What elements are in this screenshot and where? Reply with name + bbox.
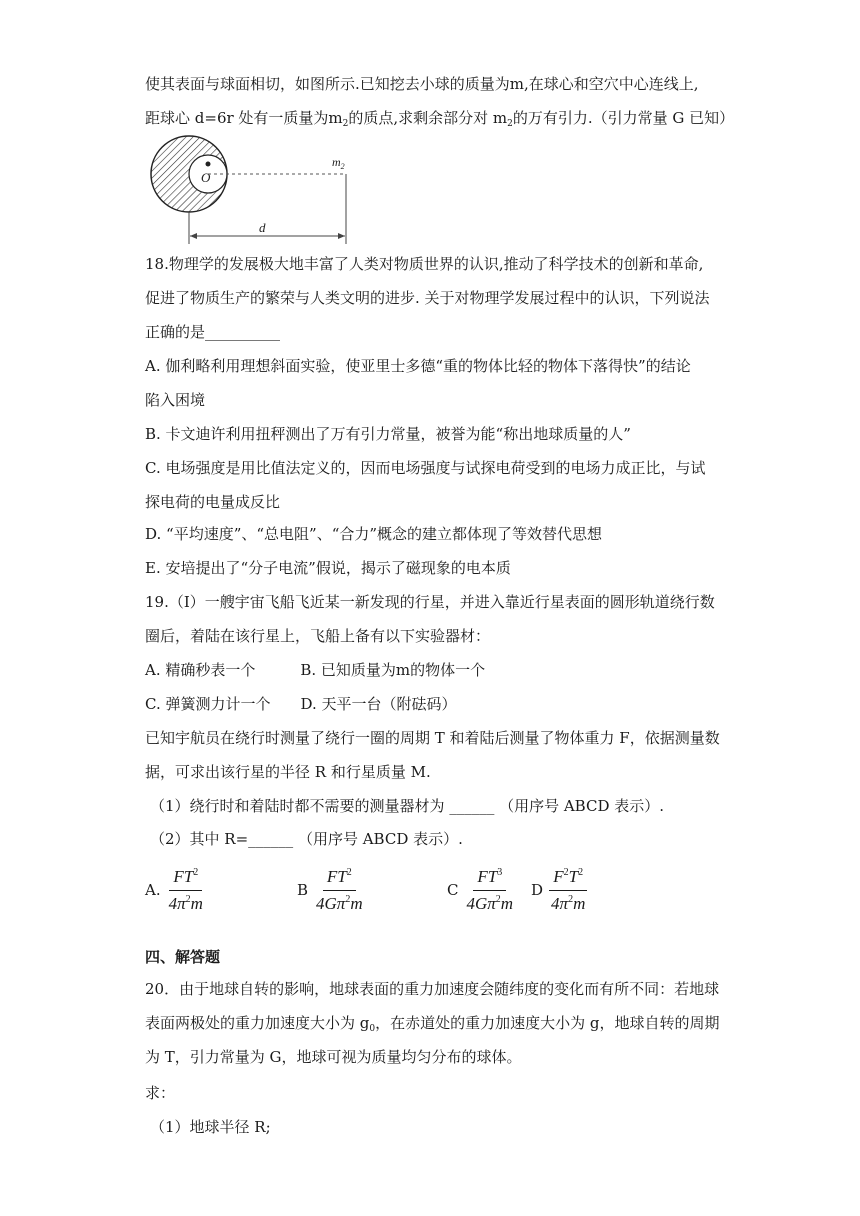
q19-stem-1: 19.（Ⅰ）一艘宇宙飞船飞近某一新发现的行星，并进入靠近行星表面的圆形轨道绕行数 — [145, 593, 715, 611]
formula-option-c: C $\frac{FT^3}{4G\pi^2m}$ — [447, 866, 514, 913]
q20-ask: 求： — [145, 1084, 176, 1102]
q18-option-c-1: C. 电场强度是用比值法定义的，因而电场强度与试探电荷受到的电场力成正比，与试 — [145, 459, 706, 477]
q17-text-line-1: 使其表面与球面相切，如图所示.已知挖去小球的质量为m,在球心和空穴中心连线上, — [145, 75, 699, 93]
section-heading: 四、解答题 — [145, 948, 221, 966]
formula-option-d: D $\frac{F^2T^2}{4\pi^2m}$ — [531, 866, 586, 913]
q18-option-a-2: 陷入困境 — [145, 391, 206, 409]
q18-stem-1: 18.物理学的发展极大地丰富了人类对物质世界的认识,推动了科学技术的创新和革命, — [145, 255, 704, 273]
q18-stem-3: 正确的是__________ — [145, 323, 281, 341]
label-o: O — [201, 170, 211, 185]
q19-info-2: 据，可求出该行星的半径 R 和行星质量 M. — [145, 763, 431, 781]
q19-equipment-ab: A. 精确秒表一个 B. 已知质量为m的物体一个 — [145, 661, 486, 679]
formula-option-b: B $\frac{FT^2}{4G\pi^2m}$ — [297, 866, 363, 913]
q19-equipment-cd: C. 弹簧测力计一个 D. 天平一台（附砝码） — [145, 695, 457, 713]
q18-option-c-2: 探电荷的电量成反比 — [145, 493, 281, 511]
q17-text-line-2: 距球心 d=6r 处有一质量为$m_2$的质点,求剩余部分对 $m_2$的万有引力.（引力常量 G 已知） — [145, 109, 735, 129]
q20-stem-1: 20．由于地球自转的影响，地球表面的重力加速度会随纬度的变化而有所不同：若地球 — [145, 980, 720, 998]
q18-option-a-1: A. 伽利略利用理想斜面实验，使亚里士多德“重的物体比轻的物体下落得快”的结论 — [145, 357, 691, 375]
q20-subquestion-1: （1）地球半径 R; — [150, 1118, 271, 1136]
formula-option-a: A. $\frac{FT^2}{4\pi^2m}$ — [145, 866, 203, 913]
q19-formula-options — [145, 862, 615, 918]
q19-stem-2: 圈后，着陆在该行星上，飞船上备有以下实验器材： — [145, 627, 491, 645]
q19-subquestion-1: （1）绕行时和着陆时都不需要的测量器材为 ______ （用序号 ABCD 表示）. — [150, 797, 665, 815]
center-dot — [206, 162, 211, 167]
label-d: d — [259, 220, 266, 235]
q18-option-d: D. “平均速度”、“总电阻”、“合力”概念的建立都体现了等效替代思想 — [145, 525, 603, 543]
q18-option-e: E. 安培提出了“分子电流”假说，揭示了磁现象的电本质 — [145, 559, 511, 577]
q20-stem-2: 表面两极处的重力加速度大小为 $g_0$，在赤道处的重力加速度大小为 g，地球自转的周期 — [145, 1014, 720, 1034]
q18-option-b: B. 卡文迪许利用扭秤测出了万有引力常量，被誉为能“称出地球质量的人” — [145, 425, 631, 443]
label-m2: $m_2$ — [332, 155, 345, 171]
q18-stem-2: 促进了物质生产的繁荣与人类文明的进步. 关于对物理学发展过程中的认识，下列说法 — [145, 289, 710, 307]
q19-subquestion-2: （2）其中 R=______ （用序号 ABCD 表示）. — [150, 830, 463, 848]
hollow-sphere-figure — [143, 130, 363, 246]
q20-stem-3: 为 T，引力常量为 G，地球可视为质量均匀分布的球体。 — [145, 1048, 522, 1066]
q19-info-1: 已知宇航员在绕行时测量了绕行一圈的周期 T 和着陆后测量了物体重力 F，依据测量数 — [145, 729, 720, 747]
